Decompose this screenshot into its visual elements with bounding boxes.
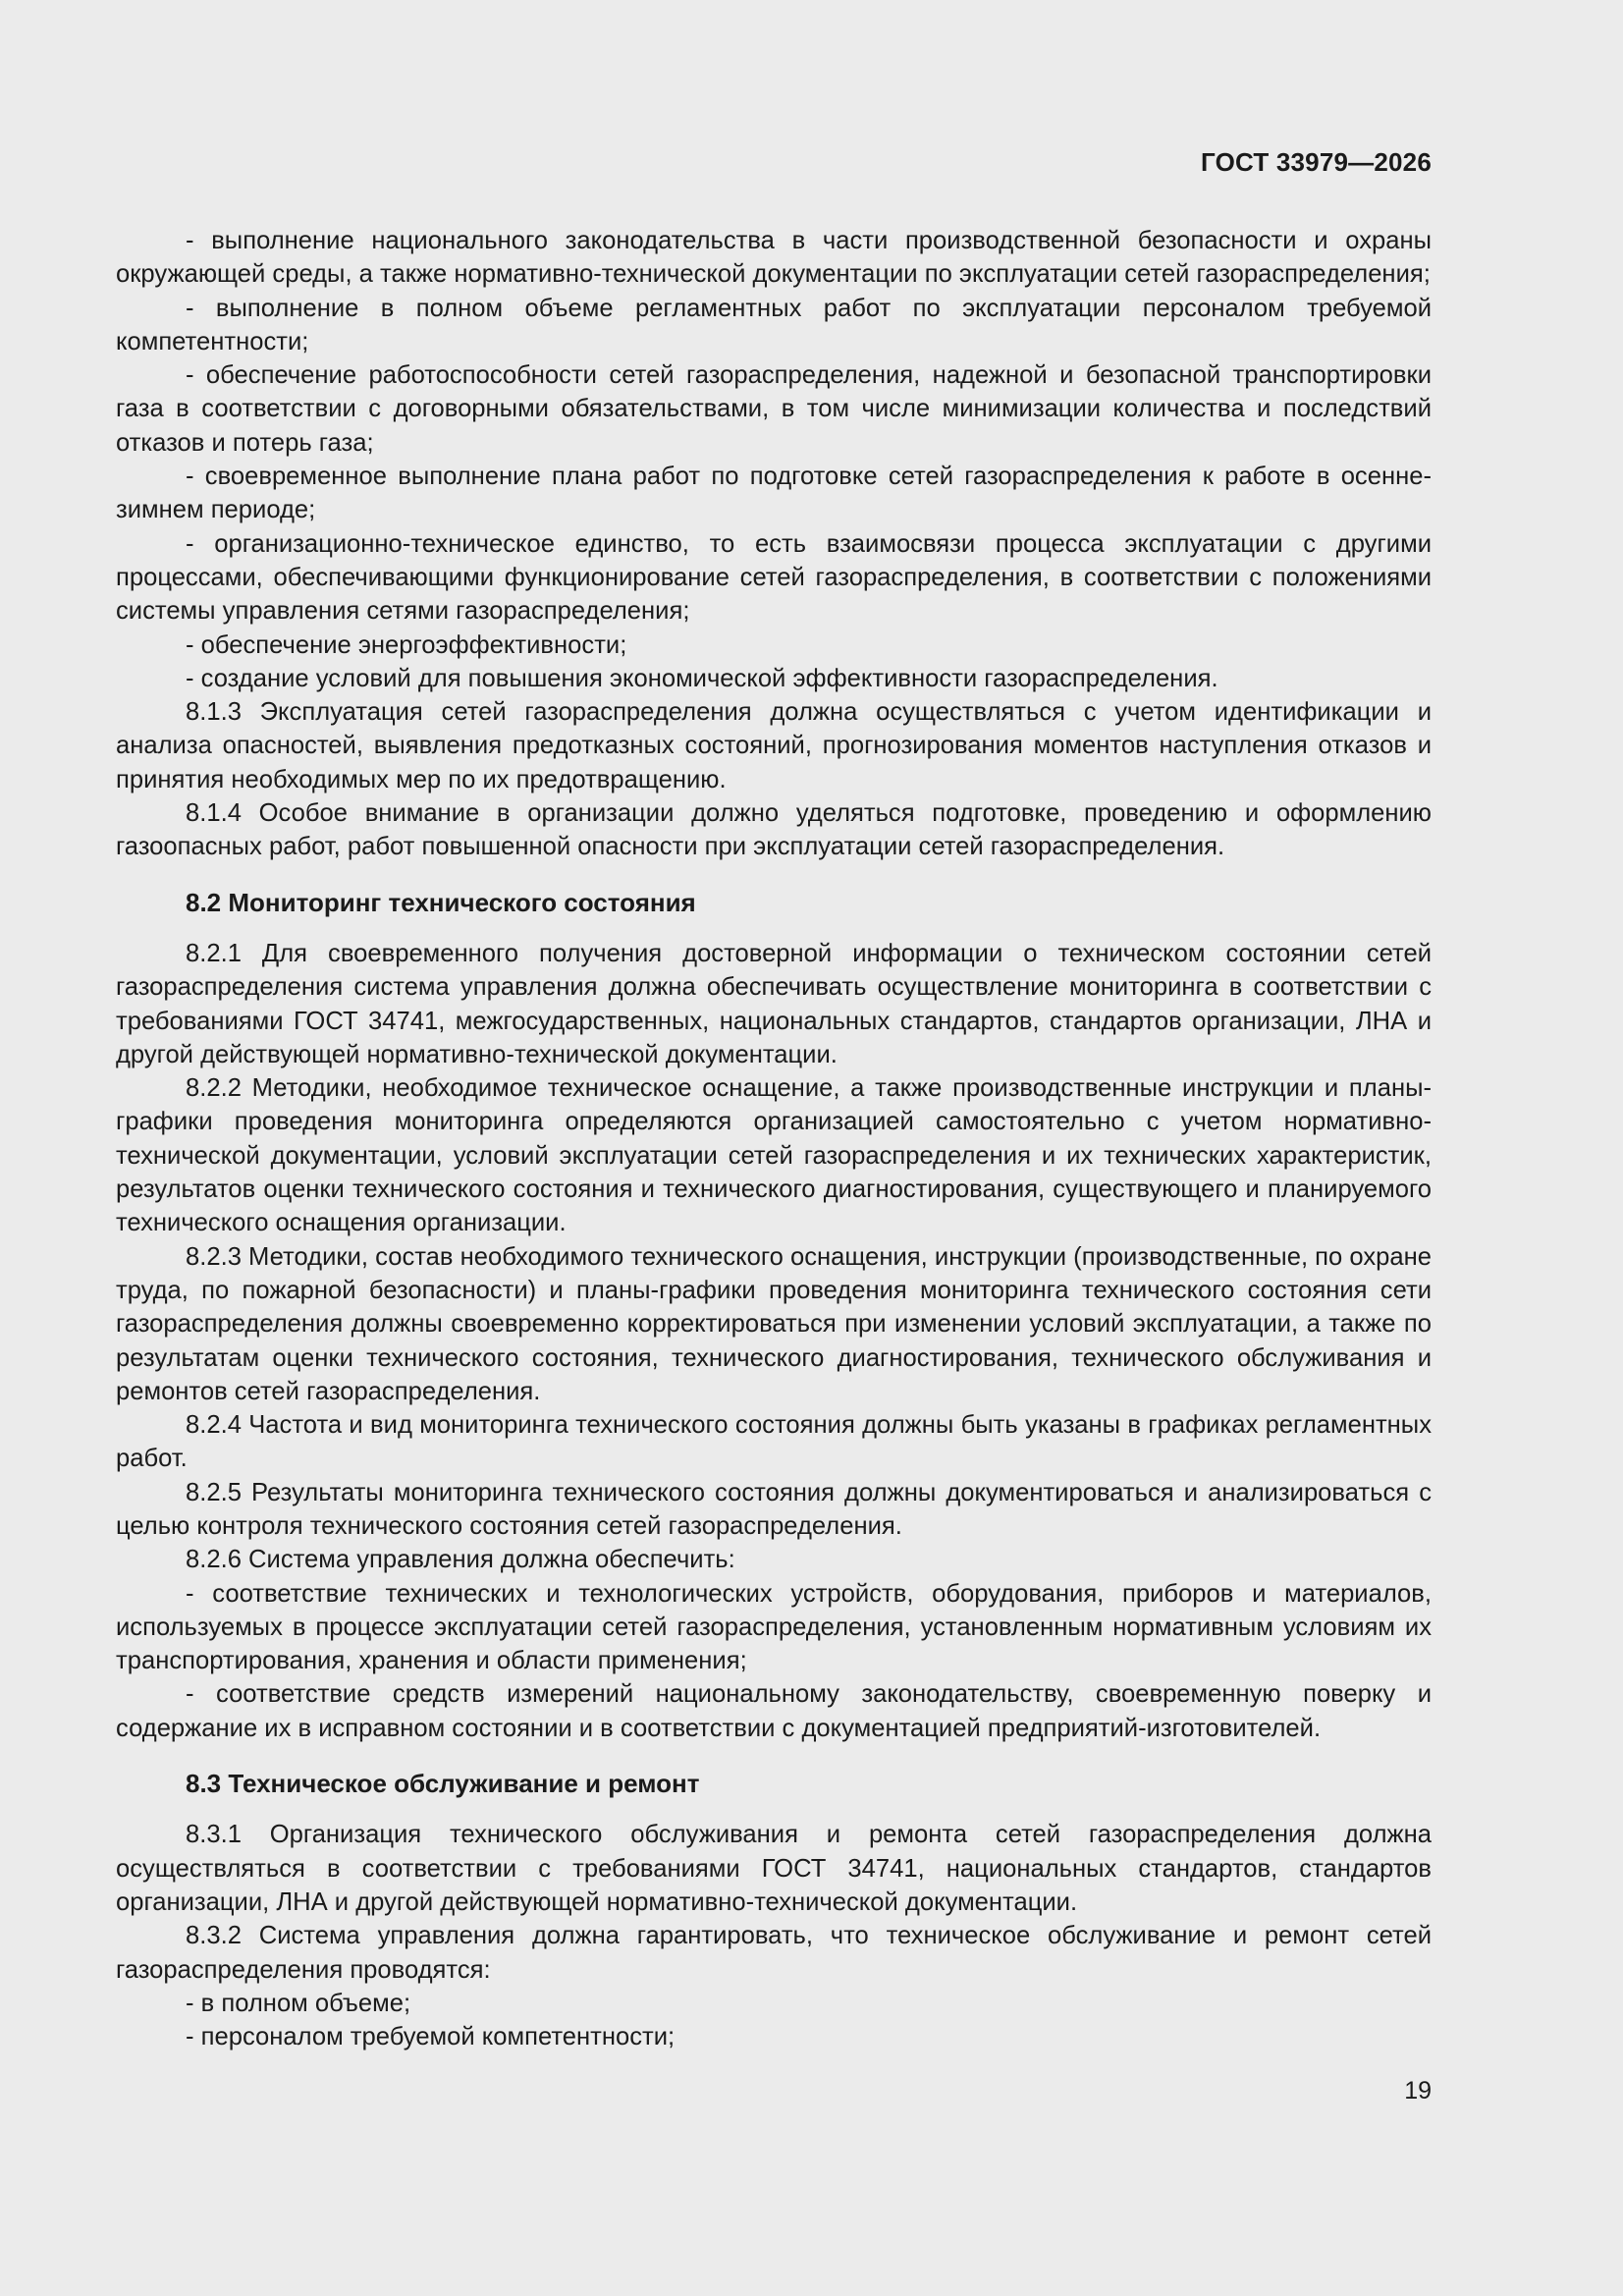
bullet-paragraph: - своевременное выполнение плана работ по подготовке сетей газораспределения к работе в осенне-зимнем периоде; [116,463,1432,524]
bullet-paragraph: - создание условий для повышения экономической эффективности газораспределения. [186,664,1218,692]
clause-paragraph: 8.2.4 Частота и вид мониторинга технического состояния должны быть указаны в графиках регламентных работ. [116,1411,1432,1473]
section-heading: 8.2 Мониторинг технического состояния [186,887,696,917]
bullet-paragraph: - обеспечение работоспособности сетей газораспределения, надежной и безопасной транспортировки газа в соответствии с договорными обязательствами, в том числе минимизации количества и последствий отказов и потерь газа; [116,361,1432,457]
bullet-paragraph: - обеспечение энергоэффективности; [186,630,627,659]
document-header-id: ГОСТ 33979—2026 [1201,147,1432,177]
clause-paragraph: 8.2.5 Результаты мониторинга технического состояния должны документироваться и анализироваться с целью контроля технического состояния сетей газораспределения. [116,1478,1432,1540]
clause-paragraph: 8.3.1 Организация технического обслуживания и ремонта сетей газораспределения должна осуществляться в соответствии с требованиями ГОСТ 34741, национальных стандартов, стандартов организации, ЛНА и другой действующей нормативно-технической документации. [116,1821,1432,1916]
clause-paragraph: 8.1.4 Особое внимание в организации должно уделяться подготовке, проведению и оформлению газоопасных работ, работ повышенной опасности при эксплуатации сетей газораспределения. [116,799,1432,861]
section-heading: 8.3 Техническое обслуживание и ремонт [186,1769,700,1799]
bullet-paragraph: - в полном объеме; [186,1989,411,2017]
bullet-paragraph: - соответствие технических и технологических устройств, оборудования, приборов и материалов, используемых в процессе эксплуатации сетей газораспределения, установленным нормативным условиям их транспортирования, хранения и области применения; [116,1579,1432,1675]
bullet-paragraph: - персоналом требуемой компетентности; [186,2023,676,2051]
document-body [116,224,1432,2053]
bullet-paragraph: - выполнение национального законодательства в части производственной безопасности и охраны окружающей среды, а также нормативно-технической документации по эксплуатации сетей газораспределения; [116,227,1432,289]
clause-paragraph: 8.1.3 Эксплуатация сетей газораспределения должна осуществляться с учетом идентификации и анализа опасностей, выявления предотказных состояний, прогнозирования моментов наступления отказов и принятия необходимых мер по их предотвращению. [116,698,1432,793]
clause-paragraph: 8.2.3 Методики, состав необходимого технического оснащения, инструкции (производственные, по охране труда, по пожарной безопасности) и планы-графики проведения мониторинга технического состояния сети газораспределения должны своевременно корректироваться при изменении условий эксплуатации, а также по результатам оценки технического состояния, технического диагностирования, технического обслуживания и ремонтов сетей газораспределения. [116,1242,1432,1405]
clause-paragraph: 8.2.6 Система управления должна обеспечить: [186,1546,735,1574]
bullet-paragraph: - организационно-техническое единство, то есть взаимосвязи процесса эксплуатации с другими процессами, обеспечивающими функционирование сетей газораспределения, в соответствии с положениями системы управления сетями газораспределения; [116,529,1432,626]
clause-paragraph: 8.2.2 Методики, необходимое техническое оснащение, а также производственные инструкции и планы-графики проведения мониторинга определяются организацией самостоятельно с учетом нормативно-технической документации, условий эксплуатации сетей газораспределения и их технических характеристик, результатов оценки технического состояния и технического диагностирования, существующего и планируемого технического оснащения организации. [116,1074,1432,1237]
clause-paragraph: 8.2.1 Для своевременного получения достоверной информации о техническом состоянии сетей газораспределения система управления должна обеспечивать осуществление мониторинга в соответствии с требованиями ГОСТ 34741, межгосударственных, национальных стандартов, стандартов организации, ЛНА и другой действующей нормативно-технической документации. [116,939,1432,1068]
clause-paragraph: 8.3.2 Система управления должна гарантировать, что техническое обслуживание и ремонт сетей газораспределения проводятся: [116,1922,1432,1984]
bullet-paragraph: - выполнение в полном объеме регламентных работ по эксплуатации персоналом требуемой компетентности; [116,294,1432,355]
page-number: 19 [1404,2077,1432,2105]
bullet-paragraph: - соответствие средств измерений национальному законодательству, своевременную поверку и содержание их в исправном состоянии и в соответствии с документацией предприятий-изготовителей. [116,1680,1432,1742]
